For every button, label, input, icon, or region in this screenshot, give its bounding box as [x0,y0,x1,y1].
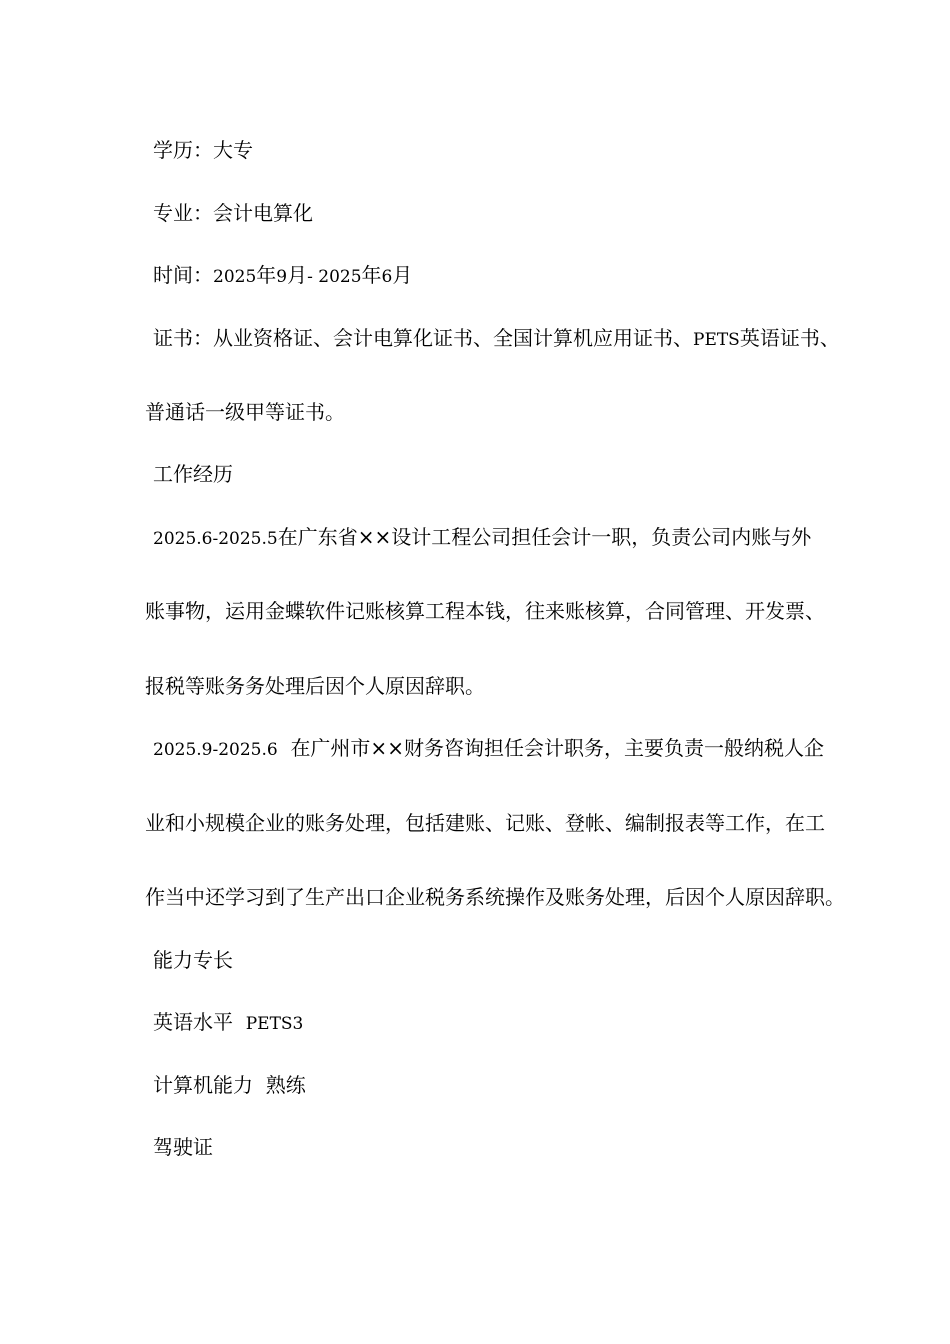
computer-label: 计算机能力 [153,1073,253,1097]
job2-line-3: 作当中还学习到了生产出口企业税务系统操作及账务处理，后因个人原因辞职。 [145,885,845,909]
english-line [145,1009,823,1037]
certificates-pets: PETS [693,330,740,350]
job2-line-2: 业和小规模企业的账务处理，包括建账、记账、登帐、编制报表等工作，在工 [145,811,825,835]
education-line: 学历：大专 [153,138,253,162]
certificates-line-2: 普通话一级甲等证书。 [145,400,345,424]
job2-line-1 [145,735,823,763]
time-end-year: 2025 [318,267,362,287]
certificates-text-a: 证书：从业资格证、会计电算化证书、全国计算机应用证书、 [153,326,693,350]
time-start-year-char: 年 [256,263,277,287]
skills-heading: 能力专长 [153,948,233,972]
computer-line [145,1072,823,1098]
english-value: PETS3 [245,1014,304,1034]
time-end-year-char: 年 [361,263,382,287]
job1-line-3: 报税等账务务处理后因个人原因辞职。 [145,674,485,698]
job1-period: 2025.6-2025.5 [153,529,278,549]
license-line: 驾驶证 [153,1135,213,1159]
job1-line-2: 账事物，运用金蝶软件记账核算工程本钱，往来账核算，合同管理、开发票、 [145,599,825,623]
computer-value: 熟练 [265,1073,306,1097]
english-label: 英语水平 [153,1010,233,1034]
time-end-month-char: 月 [392,263,413,287]
job2-period: 2025.9-2025.6 [153,740,278,760]
time-start-month: 9 [276,267,288,287]
time-dash: - [307,267,319,287]
work-heading: 工作经历 [153,462,233,486]
major-line: 专业：会计电算化 [153,201,313,225]
time-start-year: 2025 [213,267,257,287]
job1-line-1 [145,524,823,552]
certificates-line-1 [145,325,840,353]
time-end-month: 6 [381,267,393,287]
job1-text-1: 在广东省××设计工程公司担任会计一职，负责公司内账与外 [277,525,812,549]
time-label: 时间： [153,263,213,287]
time-line [145,262,823,290]
certificates-text-b: 英语证书、 [739,326,840,350]
job2-text-1: 在广州市××财务咨询担任会计职务，主要负责一般纳税人企 [290,736,824,760]
time-start-month-char: 月 [287,263,308,287]
